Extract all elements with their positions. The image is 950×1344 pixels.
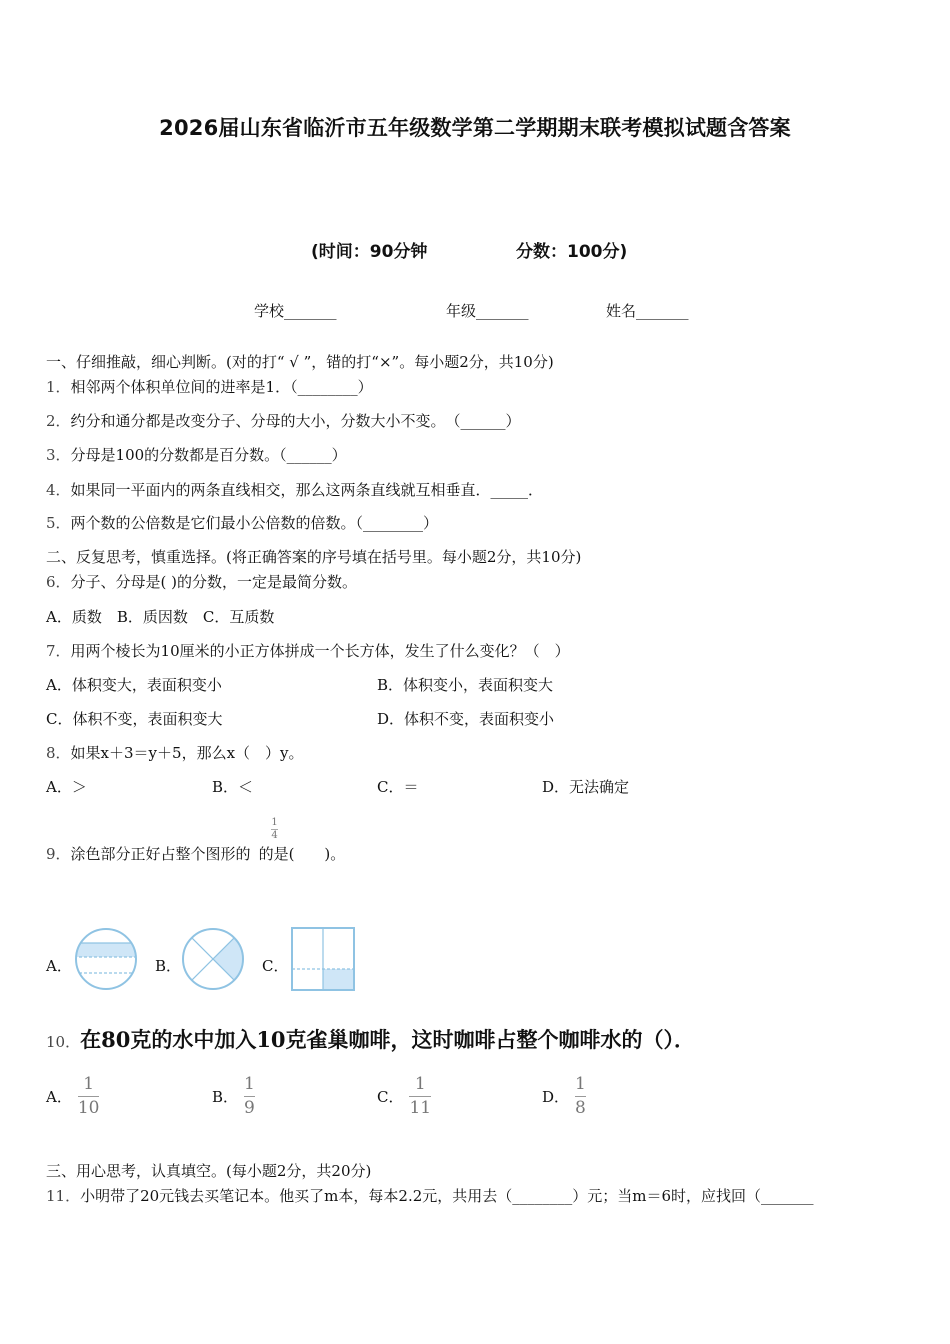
question-9	[46, 843, 345, 864]
question-text: 分母是100的分数都是百分数。（______）	[70, 446, 347, 464]
page-title: 2026届山东省临沂市五年级数学第二学期期末联考模拟试题含答案	[159, 116, 791, 140]
question-number: 10．	[46, 1033, 81, 1051]
question-number: 2．	[46, 412, 71, 430]
option-a: A．	[46, 957, 72, 975]
fraction-numerator: 1	[244, 1074, 255, 1094]
fraction-bar	[78, 1096, 100, 1097]
fraction-numerator: 1	[414, 1074, 426, 1094]
exam-score: 分数：100分)	[516, 242, 628, 262]
question-number: 11．	[46, 1187, 81, 1205]
school-field: 学校_______	[254, 302, 337, 320]
option-a: A．体积变大，表面积变小	[46, 676, 222, 694]
question-number: 3．	[46, 446, 71, 464]
question-number: 9．	[46, 845, 71, 863]
fraction-numerator: 1	[575, 1074, 586, 1094]
option-a: A．＞	[46, 778, 87, 796]
option-b-circle-figure	[181, 927, 245, 991]
fraction-bar	[409, 1096, 431, 1097]
option-a-fraction	[78, 1076, 100, 1117]
option-b-fraction	[244, 1076, 255, 1117]
option-label: A．	[46, 1088, 72, 1106]
section-3-heading: 三、用心思考，认真填空。(每小题2分，共20分)	[46, 1162, 372, 1180]
fraction-numerator: 1	[83, 1074, 95, 1094]
question-6	[46, 571, 357, 592]
option-label: C．	[377, 1088, 404, 1106]
option-c-square-figure	[290, 926, 356, 992]
question-10	[46, 1024, 695, 1054]
option-a-circle-figure	[74, 927, 138, 991]
question-text: 分子、分母是( )的分数，一定是最简分数。	[70, 573, 358, 591]
question-text: 相邻两个体积单位间的进率是1．（________）	[70, 378, 373, 396]
question-number: 4．	[46, 481, 71, 499]
option-b: B．体积变小，表面积变大	[377, 676, 554, 694]
option-d: D．无法确定	[542, 778, 630, 796]
question-text: 涂色部分正好占整个图形的	[70, 845, 251, 863]
option-b	[212, 1076, 255, 1117]
section-2-heading: 二、反复思考，慎重选择。(将正确答案的序号填在括号里。每小题2分，共10分)	[46, 548, 582, 566]
question-number: 7．	[46, 642, 71, 660]
fraction-denominator: 11	[409, 1098, 432, 1118]
fraction-denominator: 4	[271, 830, 278, 841]
fraction-denominator: 8	[575, 1098, 586, 1118]
section-1-heading: 一、仔细推敲，细心判断。(对的打“ √ ”，错的打“×”。每小题2分，共10分)	[46, 353, 554, 371]
question-7	[46, 640, 570, 661]
quarter-fraction	[271, 818, 278, 841]
name-field: 姓名_______	[606, 302, 689, 320]
question-number: 5．	[46, 514, 71, 532]
question-text: 如果x＋3＝y＋5，那么x（ ）y。	[70, 744, 304, 762]
option-c: C．＝	[377, 778, 419, 796]
option-a	[46, 1076, 99, 1117]
option-c: C．体积不变，表面积变大	[46, 710, 223, 728]
question-number: 8．	[46, 744, 71, 762]
question-text: 两个数的公倍数是它们最小公倍数的倍数。（________）	[70, 514, 439, 532]
question-5	[46, 512, 438, 533]
fraction-denominator: 9	[244, 1098, 255, 1118]
question-6-options: A．质数 B．质因数 C．互质数	[46, 608, 275, 626]
question-text: 如果同一平面内的两条直线相交，那么这两条直线就互相垂直．_____．	[70, 481, 544, 499]
question-2	[46, 410, 521, 431]
question-number: 6．	[46, 573, 71, 591]
option-label: B．	[212, 1088, 239, 1106]
question-text: 约分和通分都是改变分子、分母的大小，分数大小不变。 （______）	[70, 412, 521, 430]
question-1	[46, 376, 373, 397]
question-4	[46, 479, 543, 500]
fraction-bar	[575, 1096, 586, 1097]
question-11	[46, 1185, 906, 1206]
question-8	[46, 742, 304, 763]
option-c-fraction	[409, 1076, 431, 1117]
fraction-numerator: 1	[271, 817, 278, 828]
option-d-fraction	[575, 1076, 586, 1117]
fraction-bar	[244, 1096, 255, 1097]
option-b: B．＜	[212, 778, 254, 796]
question-text: 用两个棱长为10厘米的小正方体拼成一个长方体，发生了什么变化？（ ）	[70, 642, 570, 660]
option-c: C．	[262, 957, 289, 975]
exam-time: (时间：90分钟	[311, 242, 428, 262]
question-number: 1．	[46, 378, 71, 396]
question-text: 在80克的水中加入10克雀巢咖啡，这时咖啡占整个咖啡水的（）．	[80, 1027, 696, 1052]
question-text-end: 的是( )。	[258, 845, 346, 863]
option-c	[377, 1076, 431, 1117]
fraction-denominator: 10	[77, 1098, 100, 1118]
option-b: B．	[155, 957, 182, 975]
grade-field: 年级_______	[446, 302, 529, 320]
option-label: D．	[542, 1088, 570, 1106]
option-d	[542, 1076, 586, 1117]
option-d: D．体积不变，表面积变小	[377, 710, 555, 728]
question-text: 小明带了20元钱去买笔记本。他买了m本，每本2.2元，共用去（________）元；当m＝6时，应找回（_______	[80, 1187, 814, 1205]
question-3	[46, 444, 347, 465]
